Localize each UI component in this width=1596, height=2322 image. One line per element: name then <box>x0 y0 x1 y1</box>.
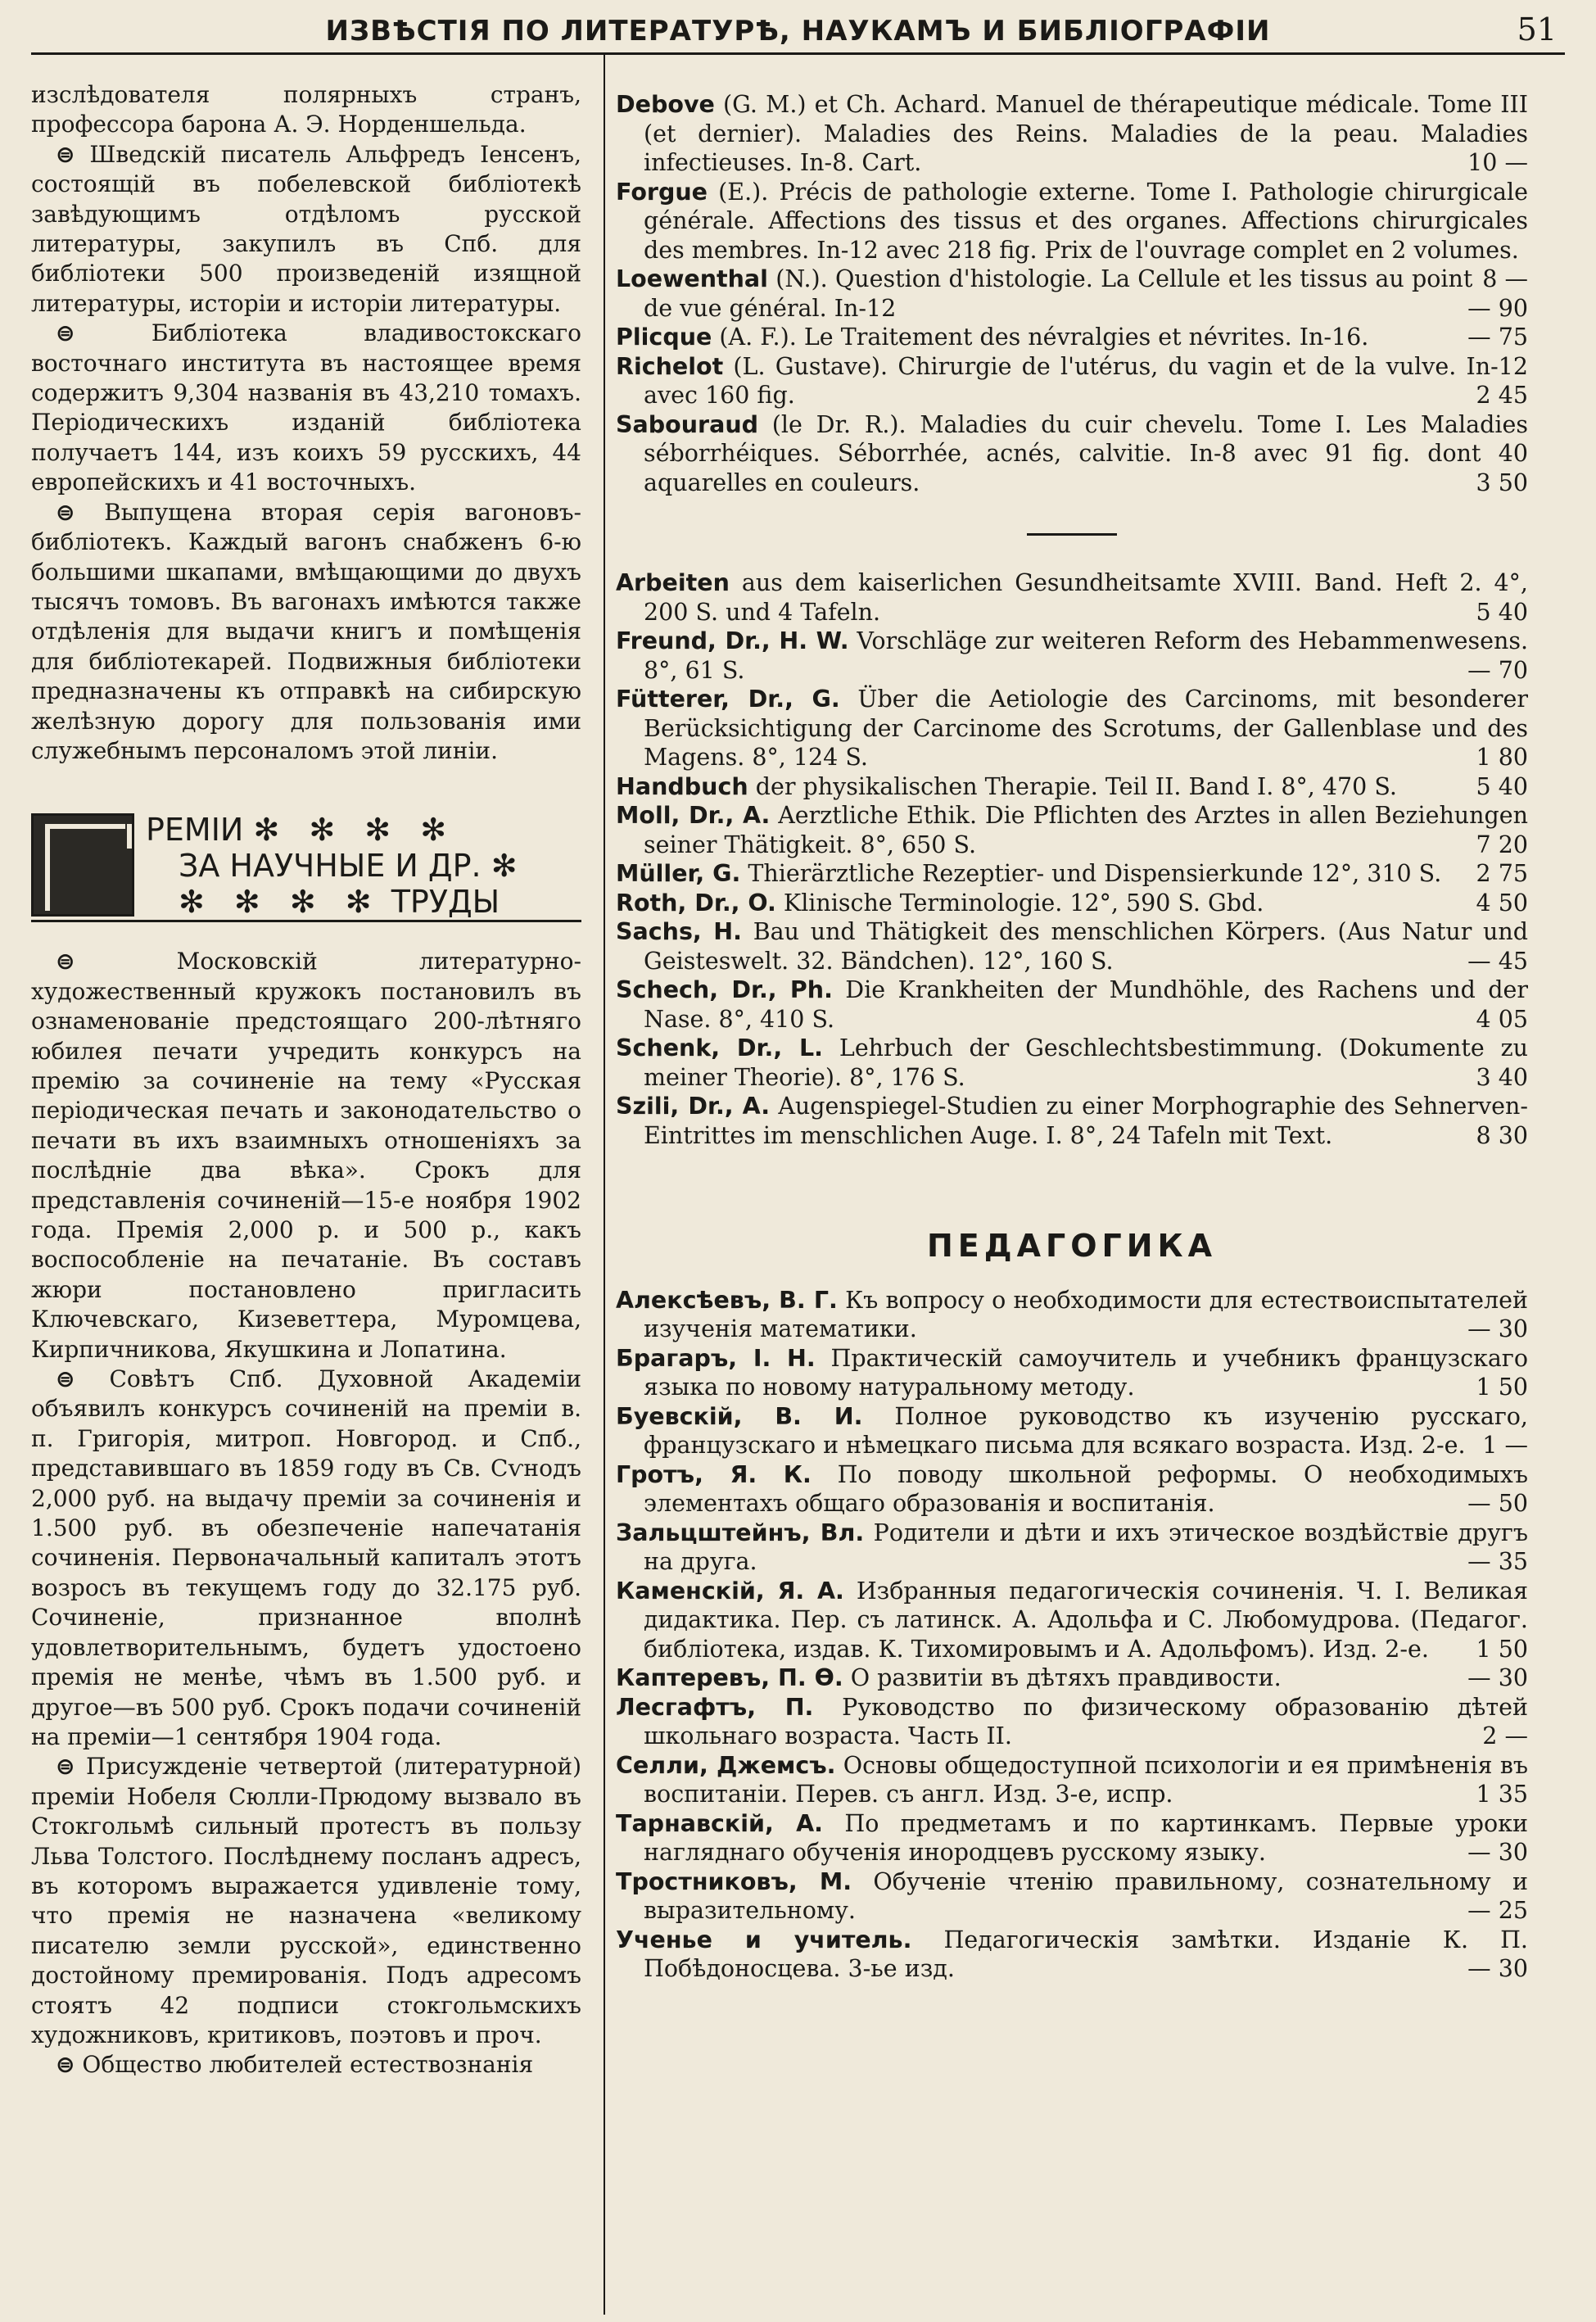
section-marker-icon: ⊜ <box>56 1753 75 1781</box>
entry-title: Практическій самоучитель и учебникъ французскаго языка по новому натуральному методу. <box>644 1344 1529 1401</box>
entry-author: Лесгафтъ, П. <box>616 1693 814 1721</box>
entry-price: — 70 <box>1467 656 1528 684</box>
entry-price: 5 40 <box>1476 772 1528 800</box>
banner-line-1: РЕМІИ <box>146 812 244 849</box>
entry-price: 5 40 <box>1476 598 1528 626</box>
bibliography-entry <box>616 801 1528 859</box>
section-marker-icon: ⊜ <box>56 140 75 168</box>
entry-author: Каптеревъ, П. Ѳ. <box>616 1664 843 1691</box>
entry-title: Über die Aetiologie des Carcinoms, mit besonderer Berücksichtigung der Carcinome des Scrotums, der Gallenblase und des Magens. 8°, 124 S. <box>644 686 1528 771</box>
section-banner-premii: РЕМІИ ✻ ✻ ✻ ✻ ЗА НАУЧНЫЕ И ДР. ✻ ✻ ✻ ✻ ✻ ТРУДЫ <box>31 805 581 922</box>
entry-author: Брагаръ, І. Н. <box>616 1344 816 1372</box>
entry-author: Алексѣевъ, В. Г. <box>616 1286 838 1314</box>
entry-author: Loewenthal <box>616 265 768 292</box>
banner-line-3: ТРУДЫ <box>391 884 500 921</box>
bibliography-entry <box>616 1577 1528 1664</box>
banner-stars: ✻ ✻ ✻ ✻ <box>253 812 457 849</box>
french-bibliography <box>616 90 1528 497</box>
entry-title: Руководство по физическому образованію дѣтей школьнаго возраста. Часть II. <box>644 1693 1528 1749</box>
news-paragraph: ⊜ Совѣтъ Спб. Духовной Академіи объявилъ конкурсъ сочиненій на преміи в. п. Григорія, митроп. Новгород. и Спб., представившаго въ 1859 году въ Св. Сѵнодъ 2,000 руб. на выдачу преміи за сочиненія и 1.500 руб. въ обезпеченіе напечатанія сочиненія. Первоначальный капиталъ этотъ возросъ въ текущемъ году до 32.175 руб. Сочиненіе, признанное вполнѣ удовлетворительнымъ, будетъ удостоено премія не менѣе, чѣмъ въ 1.500 руб. и другое—въ 500 руб. Срокъ подачи сочиненій на преміи—1 сентября 1904 года. <box>31 1365 582 1750</box>
news-paragraph: ⊜ Выпущена вторая серія вагоновъ-библіотекъ. Каждый вагонъ снабженъ 6-ю большими шкапами, вмѣщающими до двухъ тысячъ томовъ. Въ вагонахъ имѣются также отдѣленія для выдачи книгъ и помѣщенія для библіотекарей. Подвижныя библіотеки предназначены къ отправкѣ на сибирскую желѣзную дорогу для пользованія ими служебнымъ персоналомъ этой линіи. <box>31 498 581 764</box>
news-paragraph: ⊜ Московскій литературно-художественный кружокъ постановилъ въ ознаменованіе предстоящаго 200-лѣтняго юбилея печати учредить конкурсъ на премію за сочиненіе на тему «Русская періодическая печать и законодательство о печати въ ихъ взаимныхъ отношеніяхъ за послѣдніе два вѣка». Срокъ для представленія сочиненій—15-е ноября 1902 года. Премія 2,000 р. и 500 р., какъ воспособленіе на печатаніе. Въ составъ жюри постановлено пригласить Ключевскаго, Кизеветтера, Муромцева, Кирпичникова, Якушкина и Лопатина. <box>31 948 581 1363</box>
bibliography-entry <box>616 1693 1528 1751</box>
entry-title: Обученіе чтенію правильному, сознательному и выразительному. <box>644 1867 1528 1924</box>
entry-title: Основы общедоступной психологіи и ея примѣненія въ воспитаніи. Перев. съ англ. Изд. 3-е, испр. <box>644 1751 1529 1808</box>
entry-price: 1 50 <box>1476 1635 1528 1663</box>
bibliography-entry <box>616 265 1528 323</box>
entry-author: Debove <box>616 91 715 118</box>
bibliography-entry <box>616 917 1528 975</box>
bibliography-entry <box>616 352 1528 410</box>
bibliography-entry <box>616 1663 1528 1693</box>
entry-price: — 30 <box>1467 1315 1528 1342</box>
separator-rule <box>1027 533 1117 536</box>
bibliography-entry <box>616 1926 1528 1984</box>
entry-price: 4 50 <box>1476 889 1528 917</box>
entry-price: 1 80 <box>1476 744 1528 771</box>
entry-price: — 35 <box>1467 1548 1528 1575</box>
section-marker-icon: ⊜ <box>56 1365 75 1393</box>
entry-price: 2 75 <box>1476 860 1528 887</box>
entry-author: Forgue <box>616 178 708 206</box>
entry-price: 7 20 <box>1476 831 1528 858</box>
entry-author: Freund, Dr., H. W. <box>616 627 849 654</box>
entry-title: Къ вопросу о необходимости для естествоиспытателей изученія математики. <box>644 1286 1528 1342</box>
entry-author: Sabouraud <box>616 410 759 438</box>
section-marker-icon: ⊜ <box>56 2051 75 2079</box>
entry-title: По поводу школьной реформы. О необходимыхъ элементахъ общаго образованія и воспитанія. <box>644 1460 1528 1517</box>
entry-title: Избранныя педагогическія сочиненія. Ч. I. Великая дидактика. Пер. съ латинск. А. Адольфа и С. Любомудрова. (Педагог. библіотека, издав. К. Тихомировымъ и А. Адольфомъ). Изд. 2-е. <box>644 1577 1528 1663</box>
entry-author: Moll, Dr., A. <box>616 802 771 829</box>
bibliography-entry <box>616 1519 1528 1577</box>
entry-author: Селли, Джемсъ. <box>616 1751 836 1779</box>
bibliography-entry <box>616 685 1528 772</box>
entry-price: — 50 <box>1467 1490 1528 1517</box>
bibliography-entry <box>616 1286 1528 1344</box>
entry-author: Plicque <box>616 324 712 351</box>
entry-price: — 30 <box>1467 1664 1528 1691</box>
entry-price: 10 — <box>1467 149 1528 176</box>
entry-author: Ученье и учитель. <box>616 1926 912 1953</box>
entry-title: (N.). Question d'histologie. La Cellule et les tissus au point de vue général. In-12 <box>644 265 1473 322</box>
bibliography-entry <box>616 1092 1528 1150</box>
running-header <box>31 11 1565 55</box>
bibliography-entry <box>616 410 1528 498</box>
entry-title: Augenspiegel-Studien zu einer Morphographie des Sehnerven-Eintrittes im menschlichen Auge. I. 8°, 24 Tafeln mit Text. <box>644 1093 1529 1149</box>
entry-price: 8 30 <box>1476 1121 1528 1149</box>
entry-author: Тарнавскій, А. <box>616 1809 823 1837</box>
entry-price: 2 — <box>1482 1722 1528 1749</box>
entry-price: — 45 <box>1467 947 1528 975</box>
entry-author: Szili, Dr., A. <box>616 1093 771 1120</box>
news-paragraph: ⊜ Присужденіе четвертой (литературной) преміи Нобеля Сюлли-Прюдому вызвало въ Стокгольмѣ сильный протестъ въ пользу Льва Толстого. Послѣднему посланъ адресъ, въ которомъ выражается удивленіе тому, что премія не назначена «великому писателю земли русской», единственно достойному премированія. Подъ адресомъ стоятъ 42 подписи стокгольмскихъ художниковъ, критиковъ, поэтовъ и проч. <box>31 1753 581 2048</box>
entry-title: Aerztliche Ethik. Die Pflichten des Arztes in allen Beziehungen seiner Thätigkeit. 8°, 650 S. <box>644 802 1528 858</box>
entry-price: 1 50 <box>1476 1374 1528 1401</box>
entry-title: Die Krankheiten der Mundhöhle, des Rachens und der Nase. 8°, 410 S. <box>644 976 1529 1033</box>
entry-author: Sachs, H. <box>616 918 742 945</box>
bibliography-entry <box>616 90 1528 178</box>
entry-author: Schech, Dr., Ph. <box>616 976 833 1003</box>
entry-price: 2 45 <box>1476 382 1528 409</box>
entry-price: — 75 <box>1467 324 1528 351</box>
entry-author: Буевскій, В. И. <box>616 1402 863 1430</box>
entry-title: Vorschläge zur weiteren Reform des Hebammenwesens. 8°, 61 S. <box>644 627 1528 684</box>
entry-title: Педагогическія замѣтки. Изданіе К. П. Побѣдоносцева. 3-ье изд. <box>644 1926 1528 1982</box>
banner-line-2: ЗА НАУЧНЫЕ И ДР. <box>179 848 482 885</box>
bibliography-entry <box>616 1402 1528 1460</box>
bibliography-entry <box>616 772 1528 802</box>
entry-price: 3 50 <box>1476 468 1528 496</box>
entry-price: 8 — <box>1482 265 1528 292</box>
ornamental-drop-cap-icon <box>31 813 134 917</box>
bibliography-entry <box>616 1751 1528 1809</box>
news-paragraph: ⊜ Шведскій писатель Альфредъ Іенсенъ, состоящій въ побелевской библіотекѣ завѣдующимъ отдѣломъ русской литературы, закупилъ въ Спб. для библіотеки 500 произведеній изящной литературы, исторіи и исторіи литературы. <box>31 140 581 317</box>
entry-price: 4 05 <box>1476 1005 1528 1033</box>
entry-price: 3 40 <box>1476 1063 1528 1091</box>
section-heading-pedagogy: ПЕДАГОГИКА <box>926 1228 1218 1264</box>
entry-title: Родители и дѣти и ихъ этическое воздѣйствіе другъ на друга. <box>644 1519 1528 1575</box>
entry-author: Гротъ, Я. К. <box>616 1460 812 1488</box>
entry-author: Каменскій, Я. А. <box>616 1577 844 1605</box>
entry-title: (L. Gustave). Chirurgie de l'utérus, du vagin et de la vulve. In-12 avec 160 fig. <box>644 352 1528 409</box>
bibliography-entry <box>616 568 1528 627</box>
section-marker-icon: ⊜ <box>56 498 75 526</box>
entry-title: Klinische Terminologie. 12°, 590 S. Gbd. <box>775 889 1264 917</box>
news-paragraph: ⊜ Общество любителей естествознанія <box>56 2051 534 2079</box>
entry-author: Arbeiten <box>616 569 730 596</box>
entry-title: der physikalischen Therapie. Teil II. Band I. 8°, 470 S. <box>748 772 1397 800</box>
entry-author: Müller, G. <box>616 860 741 887</box>
entry-price: — 30 <box>1467 1839 1528 1866</box>
entry-author: Fütterer, Dr., G. <box>616 686 840 713</box>
page-number: 51 <box>1517 11 1557 48</box>
section-marker-icon: ⊜ <box>56 948 75 975</box>
page-header-title: ИЗВѢСТІЯ ПО ЛИТЕРАТУРѢ, НАУКАМЪ И БИБЛІОГРАФІИ <box>325 15 1271 48</box>
entry-title: По предметамъ и по картинкамъ. Первые уроки нагляднаго обученія инородцевъ русскому языку. <box>644 1809 1529 1866</box>
entry-author: Зальцштейнъ, Вл. <box>616 1519 865 1546</box>
entry-title: (E.). Précis de pathologie externe. Tome I. Pathologie chirurgicale générale. Affections des tissus et des organes. Affections chirurgicales des membres. In-12 avec 218 fig. Prix de l'ouvrage complet en 2 volumes. <box>644 178 1528 264</box>
bibliography-entry <box>616 1809 1528 1867</box>
entry-author: Тростниковъ, М. <box>616 1867 852 1895</box>
entry-author: Roth, Dr., O. <box>616 889 776 917</box>
section-marker-icon: ⊜ <box>56 319 75 347</box>
bibliography-entry <box>616 627 1528 685</box>
column-divider <box>604 54 605 2315</box>
russian-bibliography <box>616 1286 1528 1984</box>
entry-title: aus dem kaiserlichen Gesundheitsamte XVIII. Band. Heft 2. 4°, 200 S. und 4 Tafeln. <box>644 569 1528 626</box>
entry-price: — 90 <box>1467 294 1528 322</box>
bibliography-entry <box>616 975 1528 1034</box>
entry-title: О развитіи въ дѣтяхъ правдивости. <box>843 1664 1282 1691</box>
bibliography-entry <box>616 859 1528 889</box>
bibliography-entry <box>616 1344 1528 1402</box>
entry-title: Bau und Thätigkeit des menschlichen Körpers. (Aus Natur und Geisteswelt. 32. Bändchen). 12°, 160 S. <box>644 918 1528 975</box>
entry-title: (le Dr. R.). Maladies du cuir chevelu. Tome I. Les Maladies séborrhéiques. Séborrhée, acnés, calvitie. In-8 avec 91 fig. dont 40 aquarelles en couleurs. <box>644 410 1528 496</box>
bibliography-entry <box>616 1034 1528 1092</box>
entry-author: Handbuch <box>616 772 748 800</box>
right-column <box>616 90 1528 1984</box>
entry-title: Thierärztliche Rezeptier- und Dispensierkunde 12°, 310 S. <box>740 860 1442 887</box>
bibliography-entry <box>616 1460 1528 1519</box>
entry-price: 1 35 <box>1476 1781 1528 1808</box>
entry-title: (A. F.). Le Traitement des névralgies et névrites. In-16. <box>712 324 1369 351</box>
entry-price: — 25 <box>1467 1897 1528 1924</box>
news-paragraph: изслѣдователя полярныхъ странъ, профессора барона А. Э. Норденшельда. <box>31 81 581 138</box>
entry-title: Полное руководство къ изученію русскаго, французскаго и нѣмецкаго письма для всякаго возраста. Изд. 2-е. <box>644 1402 1528 1459</box>
bibliography-entry <box>616 323 1528 352</box>
entry-price: — 30 <box>1467 1955 1528 1982</box>
entry-author: Schenk, Dr., L. <box>616 1034 823 1061</box>
bibliography-entry <box>616 889 1528 918</box>
german-bibliography <box>616 568 1528 1150</box>
left-column <box>31 80 581 2080</box>
entry-title: (G. M.) et Ch. Achard. Manuel de thérapeutique médicale. Tome III (et dernier). Maladies des Reins. Maladies de la peau. Maladies infectieuses. In-8. Cart. <box>644 91 1528 176</box>
news-paragraph: ⊜ Библіотека владивостокскаго восточнаго института въ настоящее время содержитъ 9,304 названія въ 43,210 томахъ. Періодическихъ изданій библіотека получаетъ 144, изъ коихъ 59 русскихъ, 44 европейскихъ и 41 восточныхъ. <box>31 319 581 496</box>
entry-author: Richelot <box>616 352 724 380</box>
entry-price: 1 — <box>1482 1432 1528 1459</box>
bibliography-entry <box>616 1867 1528 1926</box>
entry-title: Lehrbuch der Geschlechtsbestimmung. (Dokumente zu meiner Theorie). 8°, 176 S. <box>644 1034 1528 1091</box>
